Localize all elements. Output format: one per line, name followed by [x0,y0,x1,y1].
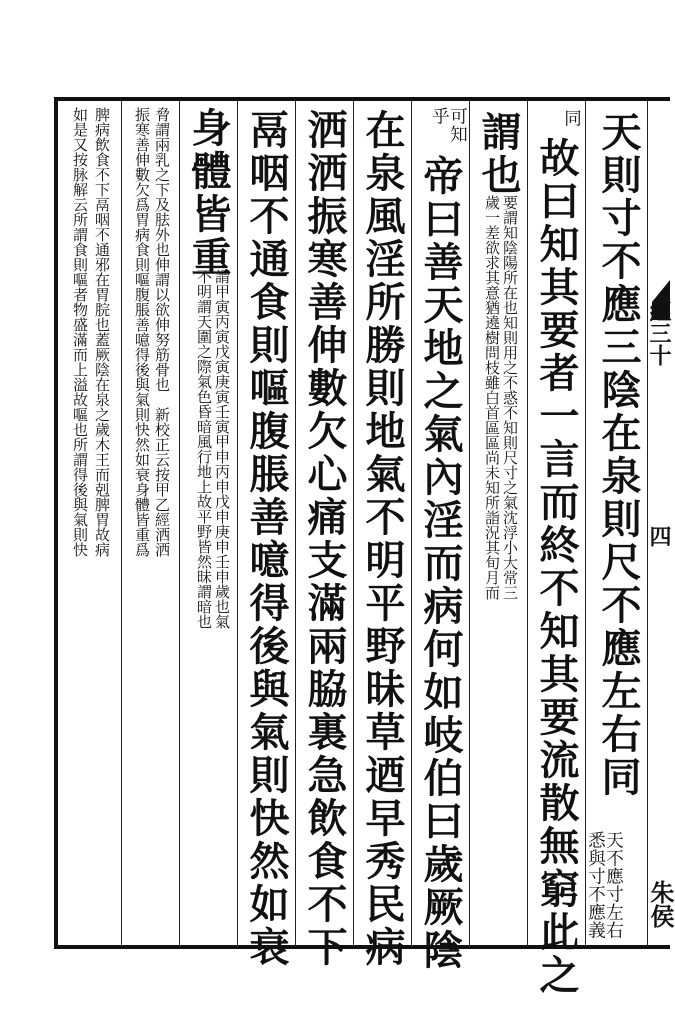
text-column-10 [58,101,122,945]
annotation-line: 不明謂天圍之際氣色昏暗風行地上故平野皆然昧謂暗也 [195,269,213,629]
annotation-line: 乎 [429,107,450,125]
annotation-line: 如是又按脉解云所謂食則嘔者物盛滿而上溢故嘔也所謂得後與氣則快 [71,107,89,557]
main-text: 天則寸不應三陰在泉則尺不應左右同 [595,111,642,799]
annotation-line: 要謂知陰陽所在也知則用之不惑不知則尺寸之氣沈浮小大常三 [501,195,519,600]
text-column-1 [586,101,648,945]
main-text: 在泉風淫所勝則地氣不明平野昧草迺早秀民病 [359,109,406,969]
annotation-line: 脅謂兩乳之下及胠外也伸謂以欲伸努筋骨也 新校正云按甲乙經洒洒 [153,107,171,557]
text-column-7 [238,101,296,969]
text-column-2 [528,101,586,997]
main-text: 身體皆重 [185,107,232,279]
fold-page-number: 四 [646,525,672,547]
main-text: 鬲咽不通食則嘔腹脹善噫得後與氣則快然如衰 [243,109,290,969]
main-text: 故曰知其要者一言而終不知其要流散無窮此之 [533,137,580,997]
annotation-line: 悉與寸不應義 [585,831,606,939]
annotation-line: 謂甲寅丙寅戊寅庚寅壬寅甲申丙申戊申庚申壬申歲也氣 [213,269,231,629]
text-column-4 [412,101,470,972]
fold-corner-mark: 朱侯 [646,880,675,928]
text-column-5 [354,101,412,969]
annotation-line: 脾病飲食不下鬲咽不通邪在胃脘也蓋厥陰在泉之歲木王而剋脾胃故病 [93,107,111,557]
main-text: 謂也 [475,111,522,197]
fold-title: 經三十 [646,300,672,366]
main-text: 帝曰善天地之氣內淫而病何如岐伯曰歲厥陰 [417,155,464,972]
annotation-line: 天不應寸左右 [603,831,624,939]
text-column-3 [470,101,528,945]
text-column-9 [122,101,180,945]
main-text: 洒洒振寒善伸數欠心痛支滿兩脇裏急飲食不下 [301,109,348,969]
text-column-6 [296,101,354,969]
annotation-line: 可知 [447,107,468,143]
annotation-line: 歲一差欲求其意猶遶樹問枝雖白首區區尚未知所詣況其旬月而 [483,195,501,600]
text-column-8 [180,101,238,945]
annotation-line: 振寒善伸數欠爲胃病食則嘔腹脹善噫得後與氣則快然如衰身體皆重爲 [133,107,151,557]
annotation-line: 同 [561,109,582,127]
